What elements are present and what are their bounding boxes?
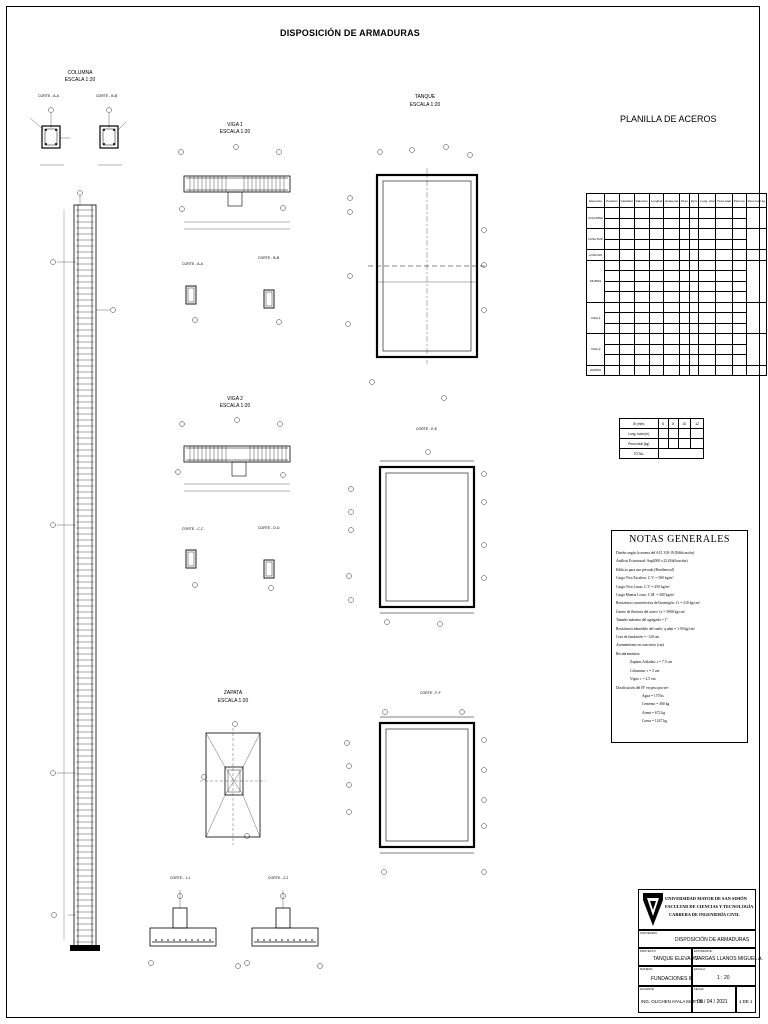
steel-group-label: LOSA INF. bbox=[587, 250, 605, 261]
title-block-header bbox=[638, 889, 756, 930]
columna-scale: ESCALA 1:20 bbox=[64, 77, 96, 83]
note-line: Resistencia admisible del suelo: q adm = 1.50 kg/cm² bbox=[616, 626, 695, 631]
note-line: Asentamiento en concretos (cm) bbox=[616, 643, 664, 648]
summary-cell: TOTAL bbox=[620, 449, 659, 459]
note-line: Edificio para uso privado (Residencial) bbox=[616, 567, 674, 572]
content-label: CONTENIDO: bbox=[640, 931, 658, 935]
steel-group-label: ZAPATA bbox=[587, 365, 605, 376]
note-line: Resistencia característica del hormigón: f'c = 210 kg/cm² bbox=[616, 601, 701, 606]
steel-header-cell: Long. total bbox=[699, 194, 716, 208]
note-line: Análisis Estructural: Sap2000 v.22 (Edificación) bbox=[616, 559, 688, 564]
project-cell bbox=[638, 948, 699, 966]
university-name: UNIVERSIDAD MAYOR DE SAN SIMÓN bbox=[665, 896, 747, 901]
note-line: Diseño según la norma del ACI 318-19 (Edificación) bbox=[616, 551, 695, 555]
project-label: PROYECTO: bbox=[640, 949, 657, 953]
notes-title: NOTAS GENERALES bbox=[629, 534, 730, 545]
student-label: ESTUDIANTE: bbox=[694, 949, 713, 953]
summary-cell: Peso total (kg) bbox=[620, 439, 659, 449]
steel-group-label: VIGA 1 bbox=[587, 302, 605, 334]
date-cell bbox=[692, 986, 736, 1013]
note-line: Carga Muerta Losas: C.M. = 200 kg/m² bbox=[616, 593, 675, 598]
content-cell bbox=[638, 930, 756, 948]
steel-group-label: COLUMNA bbox=[587, 208, 605, 229]
sheet-number: 1 DE 1 bbox=[739, 999, 753, 1004]
note-line: Zapatas Aisladas: r = 7.5 cm bbox=[630, 660, 673, 665]
title-block bbox=[638, 889, 763, 1013]
content-value: DISPOSICIÓN DE ARMADURAS bbox=[675, 937, 750, 943]
scale-cell bbox=[692, 966, 756, 986]
student-cell bbox=[692, 948, 763, 966]
university-logo bbox=[642, 892, 664, 928]
steel-header-cell: Longitud bbox=[649, 194, 664, 208]
zapata-scale: ESCALA 1:20 bbox=[217, 698, 249, 704]
steel-header-cell: Esquema bbox=[664, 194, 680, 208]
scale-label: ESCALA: bbox=[694, 967, 706, 971]
note-line: Grava = 1247 kg bbox=[642, 719, 667, 724]
teacher-value: ING. OLICHEN AYALA MARTIN bbox=[641, 999, 703, 1004]
columna-corte-b-label: CORTE - B-B bbox=[96, 94, 118, 98]
columna-corte-a-label: CORTE - A-A bbox=[38, 94, 59, 98]
steel-header-cell: Diámetro bbox=[634, 194, 649, 208]
summary-cell: 6 bbox=[658, 419, 668, 429]
steel-header-cell: Elemento bbox=[587, 194, 605, 208]
summary-cell: Long. total (m) bbox=[620, 429, 659, 439]
note-line: Cota de fundación = -120 cm bbox=[616, 635, 660, 640]
tanque-title: TANQUE bbox=[414, 94, 436, 100]
viga1-corte-a-label: CORTE - A-A bbox=[182, 262, 203, 266]
steel-header-cell: Cantidad bbox=[619, 194, 634, 208]
steel-summary-table bbox=[619, 418, 704, 459]
viga2-title: VIGA 2 bbox=[227, 396, 243, 402]
subject-value: FUNDACIONES II bbox=[651, 976, 692, 982]
steel-header-cell: Posición bbox=[605, 194, 619, 208]
tanque-scale: ESCALA 1:20 bbox=[409, 102, 441, 108]
viga2-corte-d-label: CORTE - D-D bbox=[258, 526, 280, 530]
viga1-title: VIGA 1 bbox=[227, 122, 243, 128]
project-value: TANQUE ELEVADO bbox=[653, 956, 699, 962]
summary-cell: 12 bbox=[691, 419, 704, 429]
note-line: Columnas: r = 3 cm bbox=[630, 668, 660, 673]
note-line: Vigas: r = 2.5 cm bbox=[630, 677, 656, 682]
zapata-corte-1-label: CORTE - 1-1 bbox=[170, 876, 191, 880]
date-value: 08 / 04 / 2021 bbox=[697, 999, 728, 1005]
viga1-corte-b-label: CORTE - B-B bbox=[258, 256, 280, 260]
note-line: Carga Viva Losas: C.V. = 250 kg/m² bbox=[616, 584, 670, 589]
steel-group-label: MUROS bbox=[587, 260, 605, 302]
faculty-name: FACULTAD DE CIENCIAS Y TECNOLOGÍA bbox=[665, 904, 754, 909]
note-line: Límite de fluencia del acero: fy = 5000 kg/cm² bbox=[616, 609, 685, 614]
note-line: Dosificación del H° en peso por m³: bbox=[616, 685, 670, 690]
steel-header-cell: Peso total kg bbox=[746, 194, 766, 208]
tanque-corte-e-label: CORTE - E-E bbox=[416, 427, 438, 431]
planilla-title: PLANILLA DE ACEROS bbox=[620, 114, 717, 124]
note-line: Arena = 672 kg bbox=[642, 710, 666, 715]
student-value: VARGAS LLANOS MIGUEL A. bbox=[695, 956, 763, 962]
subject-cell bbox=[638, 966, 692, 986]
steel-header-cell: Peso kg bbox=[732, 194, 746, 208]
note-line: Agua = 170 lts bbox=[642, 693, 664, 698]
career-name: CARRERA DE INGENIERÍA CIVIL bbox=[669, 912, 740, 917]
general-notes bbox=[611, 530, 748, 743]
columna-title: COLUMNA bbox=[67, 70, 93, 76]
zapata-title: ZAPATA bbox=[223, 690, 243, 696]
steel-group-label: LOSA SUP. bbox=[587, 229, 605, 250]
viga1-scale: ESCALA 1:20 bbox=[219, 129, 251, 135]
viga2-scale: ESCALA 1:20 bbox=[219, 403, 251, 409]
steel-group-label: VIGA 2 bbox=[587, 334, 605, 366]
steel-schedule-table bbox=[586, 193, 767, 376]
steel-header-cell: Peso total bbox=[716, 194, 732, 208]
sheet-title: DISPOSICIÓN DE ARMADURAS bbox=[280, 28, 420, 38]
summary-cell: Ø (mm) bbox=[620, 419, 659, 429]
date-label: FECHA: bbox=[694, 987, 705, 991]
summary-cell: 8 bbox=[668, 419, 678, 429]
note-line: Carga Viva Escalera: C.V. = 500 kg/m² bbox=[616, 576, 674, 581]
note-line: Cemento = 360 kg bbox=[642, 702, 670, 707]
teacher-label: DOCENTE: bbox=[640, 987, 655, 991]
tanque-corte-f-label: CORTE - F-F bbox=[420, 691, 441, 695]
scale-value: 1 : 20 bbox=[717, 975, 730, 981]
summary-cell: 10 bbox=[678, 419, 691, 429]
steel-header-cell: kg/m bbox=[689, 194, 699, 208]
zapata-corte-2-label: CORTE - 2-2 bbox=[268, 876, 289, 880]
note-line: Recubrimientos: bbox=[616, 651, 641, 656]
subject-label: MATERIA: bbox=[640, 967, 654, 971]
sheet-number-cell bbox=[736, 986, 756, 1013]
steel-header-cell: Peso bbox=[680, 194, 690, 208]
viga2-corte-c-label: CORTE - C-C bbox=[182, 527, 204, 531]
note-line: Tamaño máximo del agregado = 1" bbox=[616, 618, 668, 623]
